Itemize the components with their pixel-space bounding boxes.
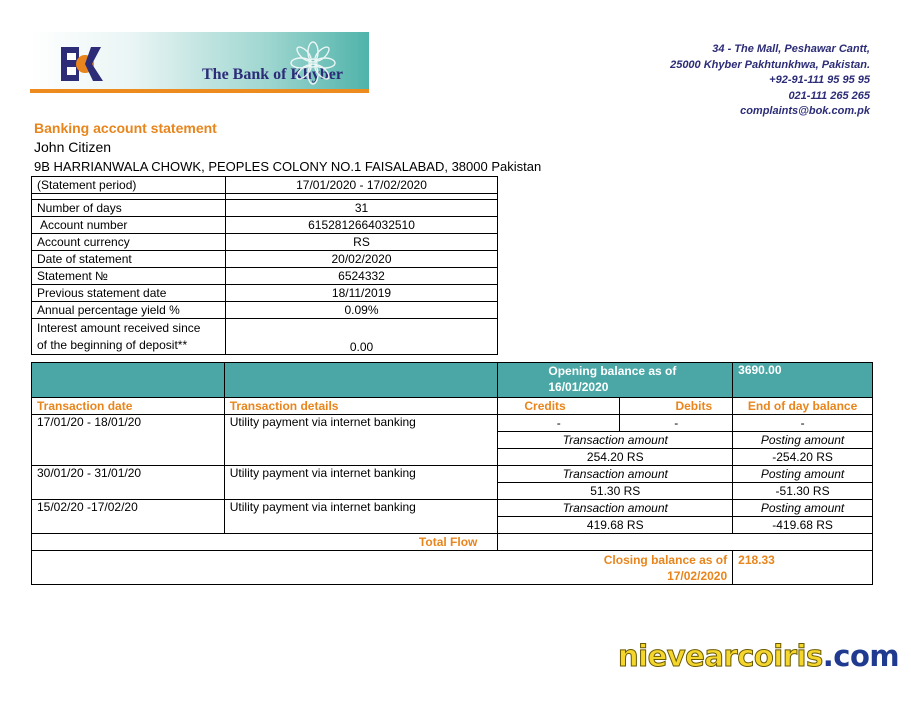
debits-dash: - [620,415,733,432]
info-label: Account currency [32,234,226,251]
info-row [32,251,498,268]
info-label-line: Interest amount received since [37,320,201,335]
transaction-amount: 51.30 RS [498,483,733,500]
info-label-line: of the beginning of deposit** [37,337,188,352]
transaction-details: Utility payment via internet banking [224,500,498,534]
bank-address [670,42,870,120]
watermark [618,639,899,673]
info-value: 0.00 [226,319,498,355]
posting-amount-label: Posting amount [733,432,873,449]
transactions-table [31,362,873,585]
info-row [32,319,498,355]
info-label: Number of days [32,200,226,217]
transaction-amount-label: Transaction amount [498,432,733,449]
bok-logo-icon [61,46,113,82]
info-label: Account number [32,217,226,234]
closing-balance-label [32,551,733,585]
address-line: 25000 Khyber Pakhtunkhwa, Pakistan. [670,58,870,71]
info-row [32,234,498,251]
total-flow-label: Total Flow [32,534,498,551]
col-transaction-date: Transaction date [32,398,225,415]
table-row [32,466,873,483]
info-value: 31 [226,200,498,217]
transaction-amount: 254.20 RS [498,449,733,466]
info-row [32,200,498,217]
info-label: Statement № [32,268,226,285]
opening-label-date: 16/01/2020 [548,380,609,394]
col-end-of-day-balance: End of day balance [733,398,873,415]
info-label: Previous statement date [32,285,226,302]
balance-dash: - [733,415,873,432]
info-label: Annual percentage yield % [32,302,226,319]
column-header-row [32,398,873,415]
transaction-date: 15/02/20 -17/02/20 [32,500,225,534]
info-row [32,217,498,234]
posting-amount-label: Posting amount [733,466,873,483]
closing-balance-value: 218.33 [733,551,873,585]
transaction-details: Utility payment via internet banking [224,466,498,500]
customer-address: 9B HARRIANWALA CHOWK, PEOPLES COLONY NO.1 FAISALABAD, 38000 Pakistan [34,159,542,174]
info-label: Date of statement [32,251,226,268]
info-row [32,177,498,194]
posting-amount: -51.30 RS [733,483,873,500]
col-transaction-details: Transaction details [224,398,498,415]
transaction-amount-label: Transaction amount [498,466,733,483]
total-flow-row [32,534,873,551]
transaction-details: Utility payment via internet banking [224,415,498,466]
info-value: 20/02/2020 [226,251,498,268]
watermark-domain: .com [822,639,900,673]
account-info-table [31,176,498,355]
info-value: 6524332 [226,268,498,285]
info-value: 17/01/2020 - 17/02/2020 [226,177,498,194]
info-row [32,302,498,319]
info-value: 6152812664032510 [226,217,498,234]
transaction-date: 17/01/20 - 18/01/20 [32,415,225,466]
info-value: RS [226,234,498,251]
transaction-date: 30/01/20 - 31/01/20 [32,466,225,500]
transaction-amount: 419.68 RS [498,517,733,534]
credits-dash: - [498,415,620,432]
info-label: (Statement period) [32,177,226,194]
closing-label-line: Closing balance as of [603,552,728,567]
col-credits: Credits [498,398,620,415]
posting-amount: -254.20 RS [733,449,873,466]
email-line: complaints@bok.com.pk [740,105,870,118]
closing-label-date: 17/02/2020 [667,568,728,583]
table-row [32,415,873,432]
closing-balance-row [32,551,873,585]
posting-amount: -419.68 RS [733,517,873,534]
opening-balance-value: 3690.00 [733,363,873,398]
info-label [32,319,226,355]
phone-line: 021-111 265 265 [788,89,870,102]
opening-label-line: Opening balance as of [548,364,677,378]
customer-name: John Citizen [34,139,112,155]
info-value: 18/11/2019 [226,285,498,302]
address-line: 34 - The Mall, Peshawar Cantt, [712,43,870,55]
info-value: 0.09% [226,302,498,319]
opening-balance-label [498,363,733,398]
flower-emblem-icon [286,40,340,86]
logo-orange-bar [30,89,369,93]
watermark-name: nievearcoiris [618,639,823,673]
info-row [32,285,498,302]
phone-line: +92-91-111 95 95 95 [769,74,870,87]
table-row [32,500,873,517]
info-row [32,268,498,285]
statement-title: Banking account statement [34,120,217,136]
transaction-amount-label: Transaction amount [498,500,733,517]
bank-name: The Bank of Khyber [202,66,343,83]
col-debits: Debits [620,398,733,415]
opening-balance-row [32,363,873,398]
posting-amount-label: Posting amount [733,500,873,517]
